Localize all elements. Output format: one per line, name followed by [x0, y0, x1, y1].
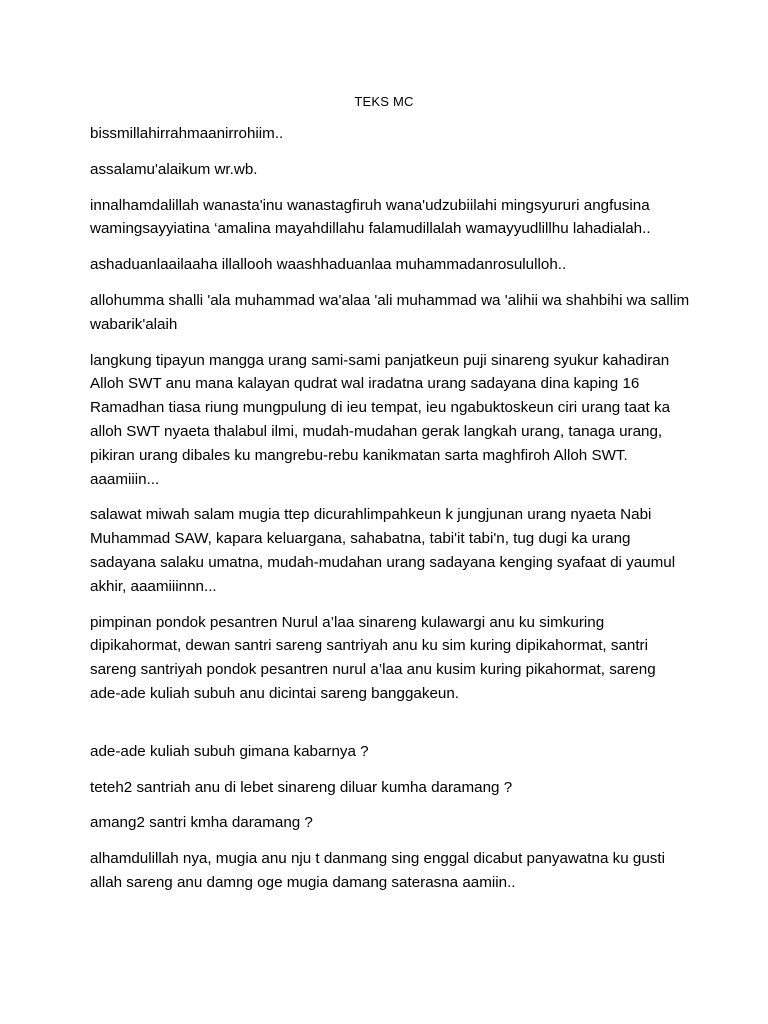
- paragraph-hamdalah: innalhamdalillah wanasta'inu wanastagfiruh wana'udzubiilahi mingsyururi angfusina wamingsayyiatina ‘amalina mayahdillahu falamudillalah wamayyudlillhu lahadialah..: [90, 196, 651, 238]
- paragraph-syukur: langkung tipayun mangga urang sami-sami panjatkeun puji sinareng syukur kahadiran Alloh SWT anu mana kalayan qudrat wal iradatna urang sadayana dina kaping 16 Ramadhan tiasa riung mungpulung di ieu tempat, ieu ngabuktoskeun ciri urang taat ka alloh SWT nyaeta thalabul ilmi, mudah-mudahan gerak langkah urang, tanaga urang, pikiran urang dibales ku mangrebu-rebu kanikmatan sarta maghfiroh Alloh SWT. aaamiiin...: [90, 351, 671, 488]
- paragraph-greetings: pimpinan pondok pesantren Nurul a’laa sinareng kulawargi anu ku simkuring dipikahormat, dewan santri sareng santriyah anu ku sim kuring dipikahormat, santri sareng santriyah pondok pesantren nurul a’laa anu kusim kuring pikahormat, sareng ade-ade kuliah subuh anu dicintai sareng banggakeun.: [90, 613, 656, 702]
- paragraph-question-amang: amang2 santri kmha daramang ?: [90, 814, 313, 832]
- document-body: [90, 122, 690, 907]
- paragraph-alhamdulillah: alhamdulillah nya, mugia anu nju t danmang sing enggal dicabut panyawatna ku gusti allah sareng anu damng oge mugia damang saterasna aamiin..: [90, 850, 665, 891]
- paragraph-syahadat: ashaduanlaailaaha illallooh waashhaduanlaa muhammadanrosululloh..: [90, 256, 567, 274]
- paragraph-salam: assalamu'alaikum wr.wb.: [90, 160, 258, 178]
- paragraph-question-teteh: teteh2 santriah anu di lebet sinareng diluar kumha daramang ?: [90, 778, 513, 796]
- document-title: TEKS MC: [354, 94, 414, 109]
- paragraph-salawat-salam: salawat miwah salam mugia ttep dicurahlimpahkeun k jungjunan urang nyaeta Nabi Muhammad SAW, kapara keluargana, sahabatna, tabi'it tabi'n, tug dugi ka urang sadayana salaku umatna, mudah-mudahan urang sadayana kenging syafaat di yaumul akhir, aaamiiinnn...: [90, 506, 676, 595]
- paragraph-question-ade: ade-ade kuliah subuh gimana kabarnya ?: [90, 742, 369, 760]
- paragraph-shalawat: allohumma shalli 'ala muhammad wa'alaa 'ali muhammad wa 'alihii wa shahbihi wa sallim wabarik'alaih: [90, 291, 690, 333]
- paragraph-basmalah: bissmillahirrahmaanirrohiim..: [90, 125, 284, 142]
